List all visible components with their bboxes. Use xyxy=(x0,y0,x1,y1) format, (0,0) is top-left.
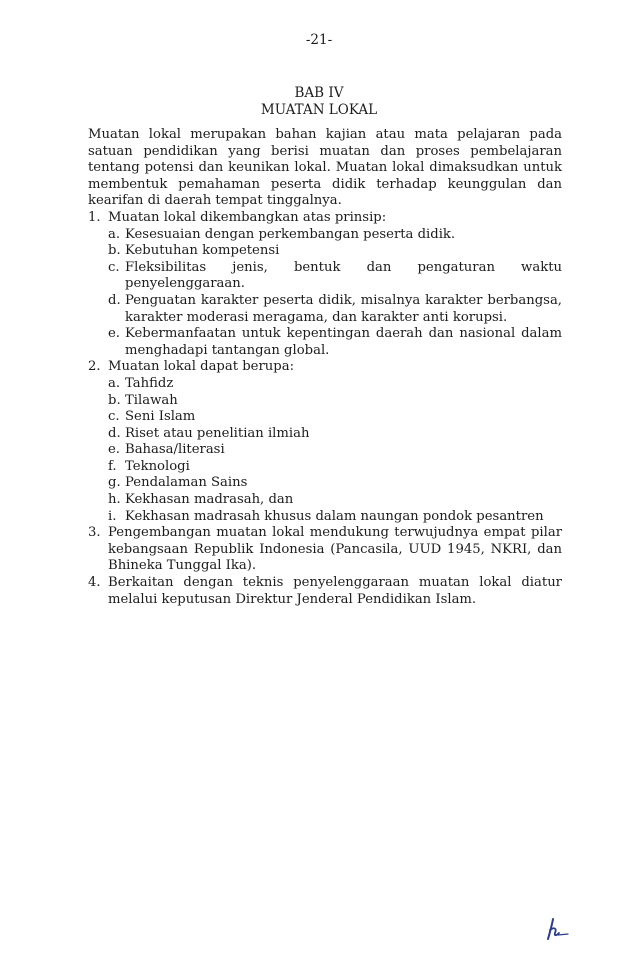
sub-list-item xyxy=(108,260,562,293)
list-item xyxy=(88,575,562,608)
sub-item-letter: e. xyxy=(108,442,120,458)
sub-item-letter: b. xyxy=(108,243,121,259)
list-item-text: Berkaitan dengan teknis penyelenggaraan muatan lokal diatur melalui keputusan Direktur Jenderal Pendidikan Islam. xyxy=(108,575,562,607)
document-body xyxy=(88,127,562,608)
chapter-title: MUATAN LOKAL xyxy=(260,102,378,118)
sub-list-item xyxy=(108,376,562,393)
sub-list-item xyxy=(108,409,562,426)
sub-item-letter: c. xyxy=(108,259,120,275)
sub-item-letter: b. xyxy=(108,392,121,408)
sub-list-item xyxy=(108,227,562,244)
chapter-number: BAB IV xyxy=(294,85,344,101)
sub-item-letter: e. xyxy=(108,326,120,342)
list-item-number: 3. xyxy=(88,525,101,541)
sub-item-text: Kekhasan madrasah, dan xyxy=(125,492,294,508)
sub-item-text: Tilawah xyxy=(125,392,178,408)
list-item xyxy=(88,525,562,575)
sub-list-item xyxy=(108,393,562,410)
sub-item-text: Kebermanfaatan untuk kepentingan daerah dan nasional dalam menghadapi tantangan global. xyxy=(125,326,562,358)
sub-item-letter: a. xyxy=(108,226,121,242)
sub-list-item xyxy=(108,243,562,260)
list-item-text: Muatan lokal dikembangkan atas prinsip: xyxy=(108,209,387,225)
sub-list-item xyxy=(108,426,562,443)
list-item-number: 4. xyxy=(88,575,101,591)
list-item-text: Pengembangan muatan lokal mendukung terwujudnya empat pilar kebangsaan Republik Indonesia (Pancasila, UUD 1945, NKRI, dan Bhineka Tunggal Ika). xyxy=(108,525,562,574)
sub-item-letter: h. xyxy=(108,492,121,508)
sub-item-text: Bahasa/literasi xyxy=(125,442,225,458)
page-number: -21- xyxy=(305,32,333,48)
sub-list-item xyxy=(108,326,562,359)
sub-item-text: Riset atau penelitian ilmiah xyxy=(125,425,310,441)
sub-list-item xyxy=(108,442,562,459)
sub-item-text: Teknologi xyxy=(125,458,190,474)
sub-item-text: Seni Islam xyxy=(125,409,196,425)
sub-list-item xyxy=(108,509,562,526)
sub-item-text: Fleksibilitas jenis, bentuk dan pengaturan waktu penyelenggaraan. xyxy=(125,259,562,292)
sub-list-item xyxy=(108,293,562,326)
list-item-number: 2. xyxy=(88,359,101,375)
sub-item-letter: d. xyxy=(108,425,121,441)
main-list xyxy=(88,210,562,608)
chapter-heading xyxy=(0,85,638,119)
sub-list-item xyxy=(108,492,562,509)
list-item-text: Muatan lokal dapat berupa: xyxy=(108,359,295,375)
sub-item-text: Tahfidz xyxy=(125,375,174,391)
list-item xyxy=(88,359,562,525)
sub-list-item xyxy=(108,459,562,476)
intro-paragraph: Muatan lokal merupakan bahan kajian atau mata pelajaran pada satuan pendidikan yang berisi muatan dan proses pembelajaran tentang potensi dan keunikan lokal. Muatan lokal dimaksudkan untuk membentuk pemahaman peserta didik terhadap keunggulan dan kearifan di daerah tempat tinggalnya. xyxy=(88,127,562,209)
list-item-number: 1. xyxy=(88,209,101,225)
list-item xyxy=(88,210,562,359)
sub-item-text: Pendalaman Sains xyxy=(125,475,248,491)
sub-item-letter: i. xyxy=(108,508,117,524)
sub-item-letter: f. xyxy=(108,458,117,474)
sub-list xyxy=(108,376,562,525)
sub-item-letter: g. xyxy=(108,475,121,491)
sub-item-text: Penguatan karakter peserta didik, misalnya karakter berbangsa, karakter moderasi meragama, dan karakter anti korupsi. xyxy=(125,292,562,325)
sub-item-text: Kekhasan madrasah khusus dalam naungan pondok pesantren xyxy=(125,508,544,524)
sub-item-letter: d. xyxy=(108,292,121,308)
sub-list xyxy=(108,227,562,360)
sub-list-item xyxy=(108,475,562,492)
sub-item-text: Kesesuaian dengan perkembangan peserta didik. xyxy=(125,226,456,242)
sub-item-text: Kebutuhan kompetensi xyxy=(125,243,280,259)
initial-paraf-icon xyxy=(544,916,570,942)
sub-item-letter: c. xyxy=(108,409,120,425)
sub-item-letter: a. xyxy=(108,375,121,391)
